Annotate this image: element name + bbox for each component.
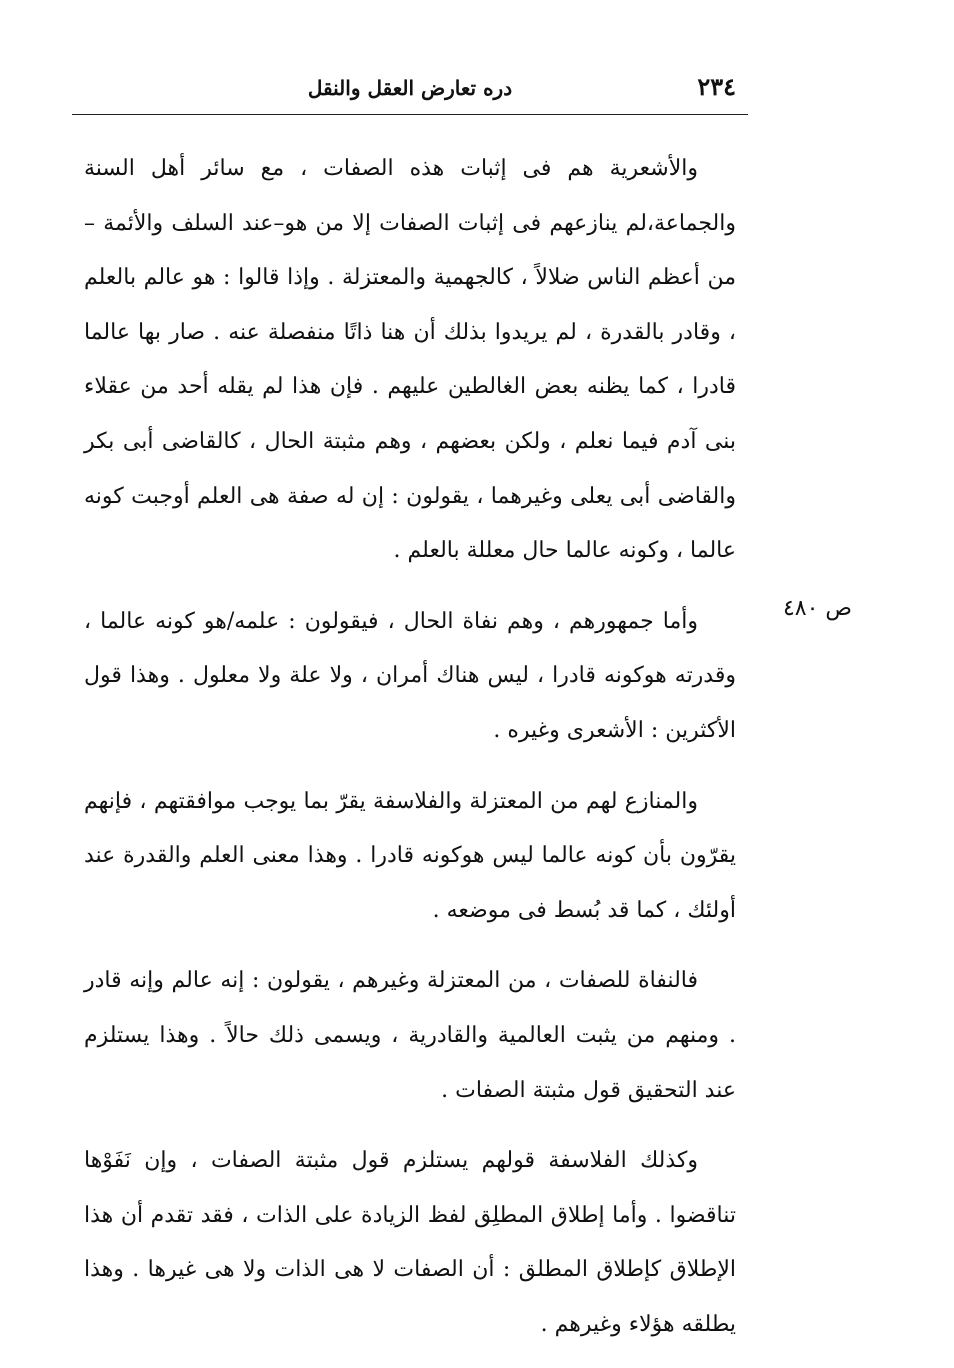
page-body <box>84 142 736 1368</box>
paragraph: والمنازع لهم من المعتزلة والفلاسفة يقرّ بما يوجب موافقتهم ، فإنهم يقرّون بأن كونه عالما ليس هوكونه قادرا . وهذا معنى العلم والقدرة عند أولئك ، كما قد بُسط فى موضعه . <box>84 788 736 923</box>
paragraph: وكذلك الفلاسفة قولهم يستلزم قول مثبتة الصفات ، وإن نَفَوْها تناقضوا . وأما إطلاق المطلِق لفظ الزيادة على الذات ، فقد تقدم أن هذا الإطلاق كإطلاق المطلق : أن الصفات لا هى الذات ولا هى غيرها . وهذا يطلقه هؤلاء وغيرهم . <box>84 1148 736 1337</box>
page-header <box>72 68 748 115</box>
margin-page-reference: ص ٤٨٠ <box>782 596 852 621</box>
paragraph: والأشعرية هم فى إثبات هذه الصفات ، مع سائر أهل السنة والجماعة،لم ينازعهم فى إثبات الصفات إلا من هو–عند السلف والأئمة – من أعظم الناس ضلالاً ، كالجهمية والمعتزلة . وإذا قالوا : هو عالم بالعلم ، وقادر بالقدرة ، لم يريدوا بذلك أن هنا ذاتًا منفصلة عنه . صار بها عالما قادرا ، كما يظنه بعض الغالطين عليهم . فإن هذا لم يقله أحد من عقلاء بنى آدم فيما نعلم ، ولكن بعضهم ، وهم مثبتة الحال ، كالقاضى أبى بكر والقاضى أبى يعلى وغيرهما ، يقولون : إن له صفة هى العلم أوجبت كونه عالما ، وكونه عالما حال معللة بالعلم . <box>84 156 736 564</box>
paragraph: فالنفاة للصفات ، من المعتزلة وغيرهم ، يقولون : إنه عالم وإنه قادر . ومنهم من يثبت العالمية والقادرية ، ويسمى ذلك حالاً . وهذا يستلزم عند التحقيق قول مثبتة الصفات . <box>84 968 736 1103</box>
page-number: ٢٣٤ <box>697 72 736 101</box>
paragraph: وأما جمهورهم ، وهم نفاة الحال ، فيقولون : علمه/هو كونه عالما ، وقدرته هوكونه قادرا ، ليس هناك أمران ، ولا علة ولا معلول . وهذا قول الأكثرين : الأشعرى وغيره . <box>84 608 736 743</box>
running-title: دره تعارض العقل والنقل <box>307 76 513 100</box>
